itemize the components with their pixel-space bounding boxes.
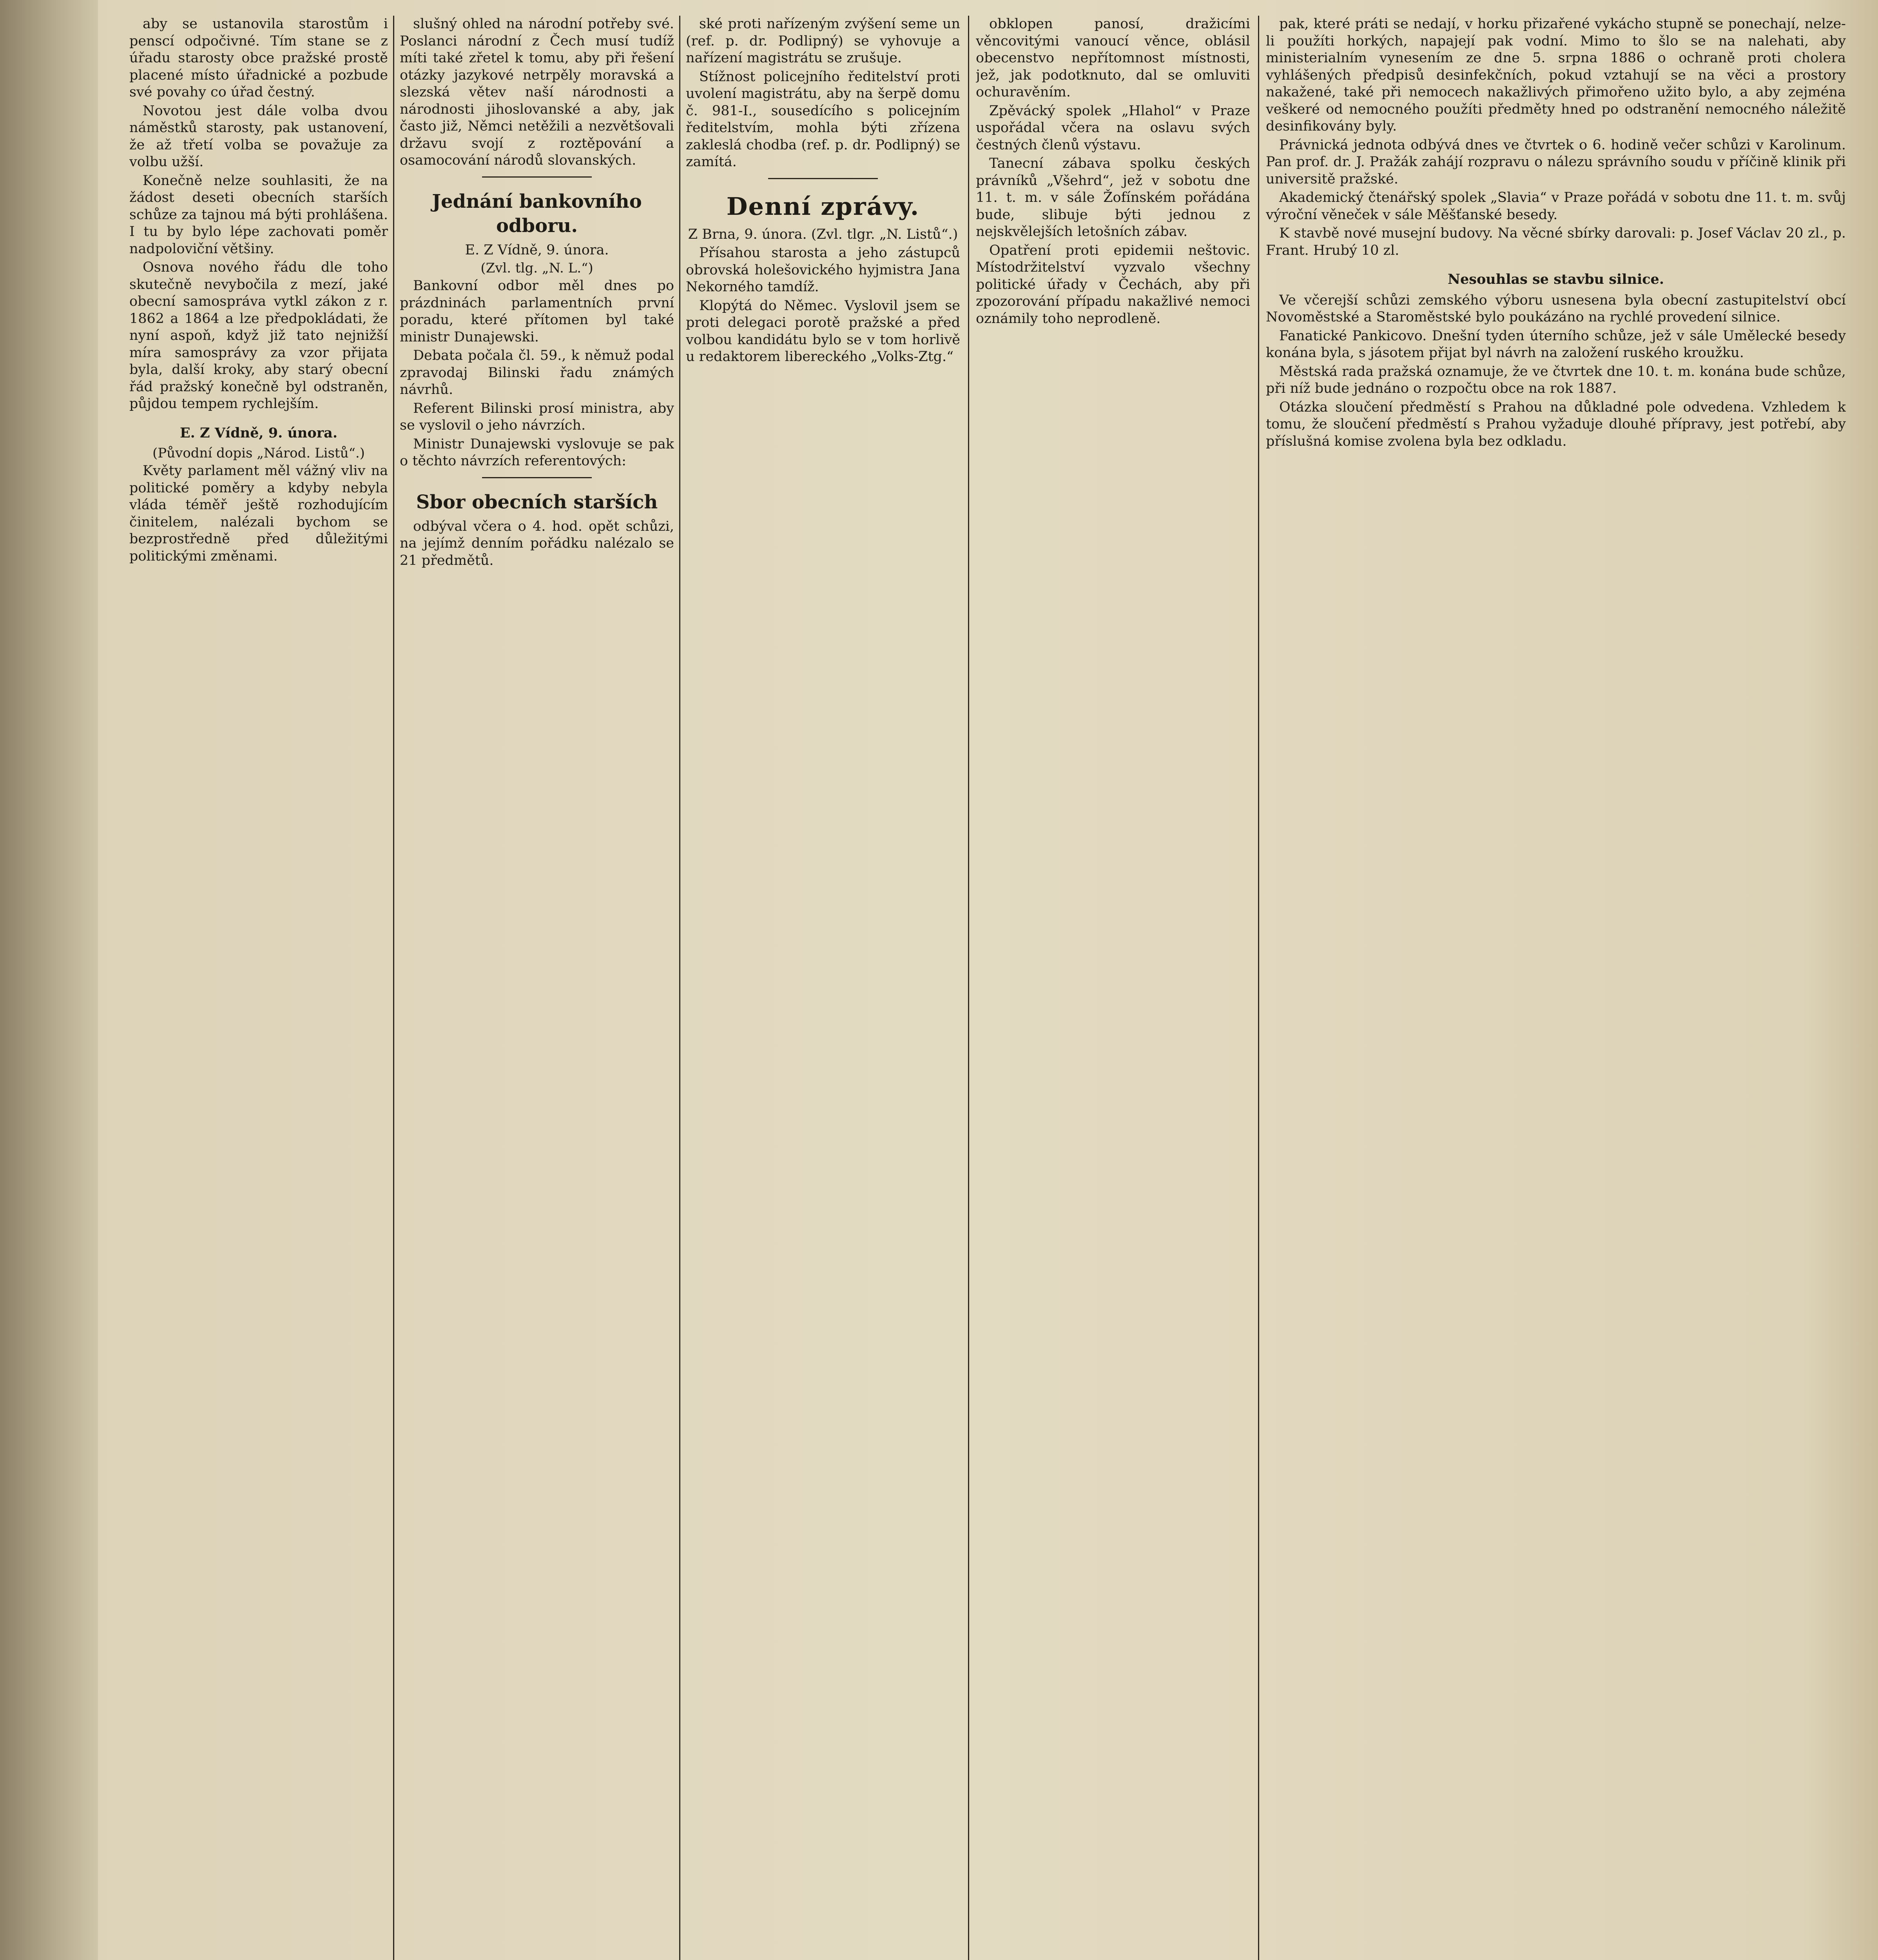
article-paragraph: Právnická jednota odbývá dnes ve čtvrtek o 6. hodině večer schůzi v Karolinum. Pan prof. dr. J. Pražák zahájí rozpravu o nálezu správního soudu v příčině klinik při universitě pražské.	[1266, 137, 1846, 187]
article-paragraph: Debata počala čl. 59., k němuž podal zpravodaj Bilinski řadu známých návrhů.	[400, 348, 674, 397]
section-headline: Denní zprávy.	[726, 192, 920, 221]
section-divider	[482, 176, 592, 178]
article-paragraph: Ve včerejší schůzi zemského výboru usnesena byla obecní zastupitelství obcí Novoměstské a Staroměstské bylo poukázáno na rychlé provedení silnice.	[1266, 292, 1846, 325]
article-paragraph: odbýval včera o 4. hod. opět schůzi, na jejímž denním pořádku nalézalo se 21 předmětů.	[400, 518, 674, 568]
column-rule	[968, 16, 969, 1960]
article-paragraph: Květy parlament měl vážný vliv na politické poměry a kdyby nebyla vláda téměř ještě rozhodujícím činitelem, nalézali bychom se bezprostředně před důležitými politickými změnami.	[129, 463, 388, 564]
section-headline: Jednání bankovního odboru.	[432, 190, 642, 237]
article-paragraph: Fanatické Pankicovo. Dnešní tyden úterního schůze, jež v sále Umělecké besedy konána byla, s jásotem přijat byl návrh na založení ruského kroužku.	[1266, 328, 1846, 361]
article-paragraph: Stížnost policejního ředitelství proti uvolení magistrátu, aby na šerpě domu č. 981-I., sousedícího s policejním ředitelstvím, mohla býti zřízena zakleslá chodba (ref. p. dr. Podlipný) se zamítá.	[686, 69, 960, 170]
article-paragraph: Opatření proti epidemii neštovic. Místodržitelství vyzvalo všechny politické úřady v Čechách, aby při zpozorování případu nakažlivé nemoci oznámily toho neprodleně.	[976, 242, 1250, 327]
article-paragraph: Přísahou starosta a jeho zástupců obrovská holešovického hyjmistra Jana Nekorného tamdíž.	[686, 245, 960, 295]
article-paragraph: Akademický čtenářský spolek „Slavia“ v Praze pořádá v sobotu dne 11. t. m. svůj výroční věneček v sále Měšťanské besedy.	[1266, 190, 1846, 223]
article-paragraph: Osnova nového řádu dle toho skutečně nevybočila z mezí, jaké obecní samospráva vytkl zákon z r. 1862 a 1864 a lze předpokládati, že nyní aspoň, když již tato nejnižší míra samosprávy za vzor přijata byla, další kroky, aby starý obecní řád pražský konečně byl odstraněn, půjdou tempem rychlejším.	[129, 260, 388, 412]
article-paragraph: Novotou jest dále volba dvou náměstků starosty, pak ustanovení, že až třetí volba se považuje za volbu užší.	[129, 103, 388, 170]
column-2	[400, 16, 674, 1960]
section-divider	[768, 178, 878, 179]
article-paragraph: Referent Bilinski prosí ministra, aby se vyslovil o jeho návrzích.	[400, 400, 674, 433]
column-rule	[679, 16, 680, 1960]
source-note: (Původní dopis „Národ. Listů“.)	[152, 445, 365, 461]
dateline: E. Z Vídně, 9. února.	[465, 242, 609, 258]
article-paragraph: Bankovní odbor měl dnes po prázdninách parlamentních první poradu, které přítomen byl také ministr Dunajewski.	[400, 278, 674, 345]
article-paragraph: pak, které práti se nedají, v horku přizařené vykácho stupně se ponechají, nelze-li použíti horkých, napajejí pak vodní. Mimo to šlo se na nalehati, aby ministerialním vynesením ze dne 5. srpna 1886 o ochraně proti cholera vyhlášených předpisů desinfekčních, pokud vztahují se na věci a prostory nakažené, také při nemocech nakažlivých přimořeno užito bylo, a aby zejména veškeré od nemocného použíti předměty hned po odstranění nemocného náležitě desinfikovány byly.	[1266, 16, 1846, 134]
article-paragraph: slušný ohled na národní potřeby své. Poslanci národní z Čech musí tudíž míti také zřetel k tomu, aby při řešení otázky jazykové netrpěly moravská a slezská větev naší národnosti a národnosti jihoslovanské a aby, jak často již, Němci netěžili a nezvětšovali državu svojí z roztěpování a osamocování národů slovanských.	[400, 16, 674, 168]
article-paragraph: aby se ustanovila starostům i penscí odpočivné. Tím stane se z úřadu starosty obce pražské prostě placené místo úřadnické a pozbude své povahy co úřad čestný.	[129, 16, 388, 100]
article-paragraph: ské proti nařízeným zvýšení seme un (ref. p. dr. Podlipný) se vyhovuje a nařízení magistrátu se zrušuje.	[686, 16, 960, 66]
article-paragraph: Městská rada pražská oznamuje, že ve čtvrtek dne 10. t. m. konána bude schůze, při níž bude jednáno o rozpočtu obce na rok 1887.	[1266, 363, 1846, 396]
article-paragraph: Zpěvácký spolek „Hlahol“ v Praze uspořádal včera na oslavu svých čestných členů výstavu.	[976, 103, 1250, 153]
article-paragraph: Tanecní zábava spolku českých právníků „Všehrd“, jež v sobotu dne 11. t. m. v sále Žofínském pořádána bude, slibuje býti jednou z nejskvělejších letošních zábav.	[976, 156, 1250, 240]
column-1	[129, 16, 388, 1960]
column-3	[686, 16, 960, 1960]
column-5	[1266, 16, 1846, 1960]
article-paragraph: K stavbě nové musejní budovy. Na věcné sbírky darovali: p. Josef Václav 20 zl., p. Frant. Hrubý 10 zl.	[1266, 225, 1846, 258]
section-divider	[482, 477, 592, 478]
article-paragraph: obklopen panosí, dražicími věncovitými vanoucí věnce, oblásil obecenstvo nepřítomnost místnosti, jež, jak podotknuto, dal se omluviti ochuravěním.	[976, 16, 1250, 100]
binding-gutter	[0, 0, 98, 1960]
section-headline: Sbor obecních starších	[416, 491, 658, 513]
section-headline: Nesouhlas se stavbu silnice.	[1447, 271, 1664, 287]
dateline: E. Z Vídně, 9. února.	[179, 425, 338, 441]
column-rule	[1258, 16, 1259, 1960]
article-paragraph: Ministr Dunajewski vyslovuje se pak o těchto návrzích referentových:	[400, 436, 674, 469]
article-paragraph: Otázka sloučení předměstí s Prahou na důkladné pole odvedena. Vzhledem k tomu, že sloučení předměstí s Prahou vyžaduje dlouhé přípravy, jest potřebí, aby příslušná komise zvolena byla bez odkladu.	[1266, 399, 1846, 449]
article-paragraph: Klopýtá do Němec. Vyslovil jsem se proti delegaci porotě pražské a před volbou kandidátu bylo se v tom horlivě u redaktorem libereckého „Volks-Ztg.“	[686, 298, 960, 365]
dateline: Z Brna, 9. února. (Zvl. tlgr. „N. Listů“.)	[688, 226, 958, 242]
column-4	[976, 16, 1250, 1960]
article-paragraph: Konečně nelze souhlasiti, že na žádost deseti obecních starších schůze za tajnou má býti prohlášena. I tu by bylo lépe zachovati poměr nadpoloviční většiny.	[129, 172, 388, 257]
column-rule	[393, 16, 394, 1960]
source-note: (Zvl. tlg. „N. L.“)	[480, 260, 593, 276]
